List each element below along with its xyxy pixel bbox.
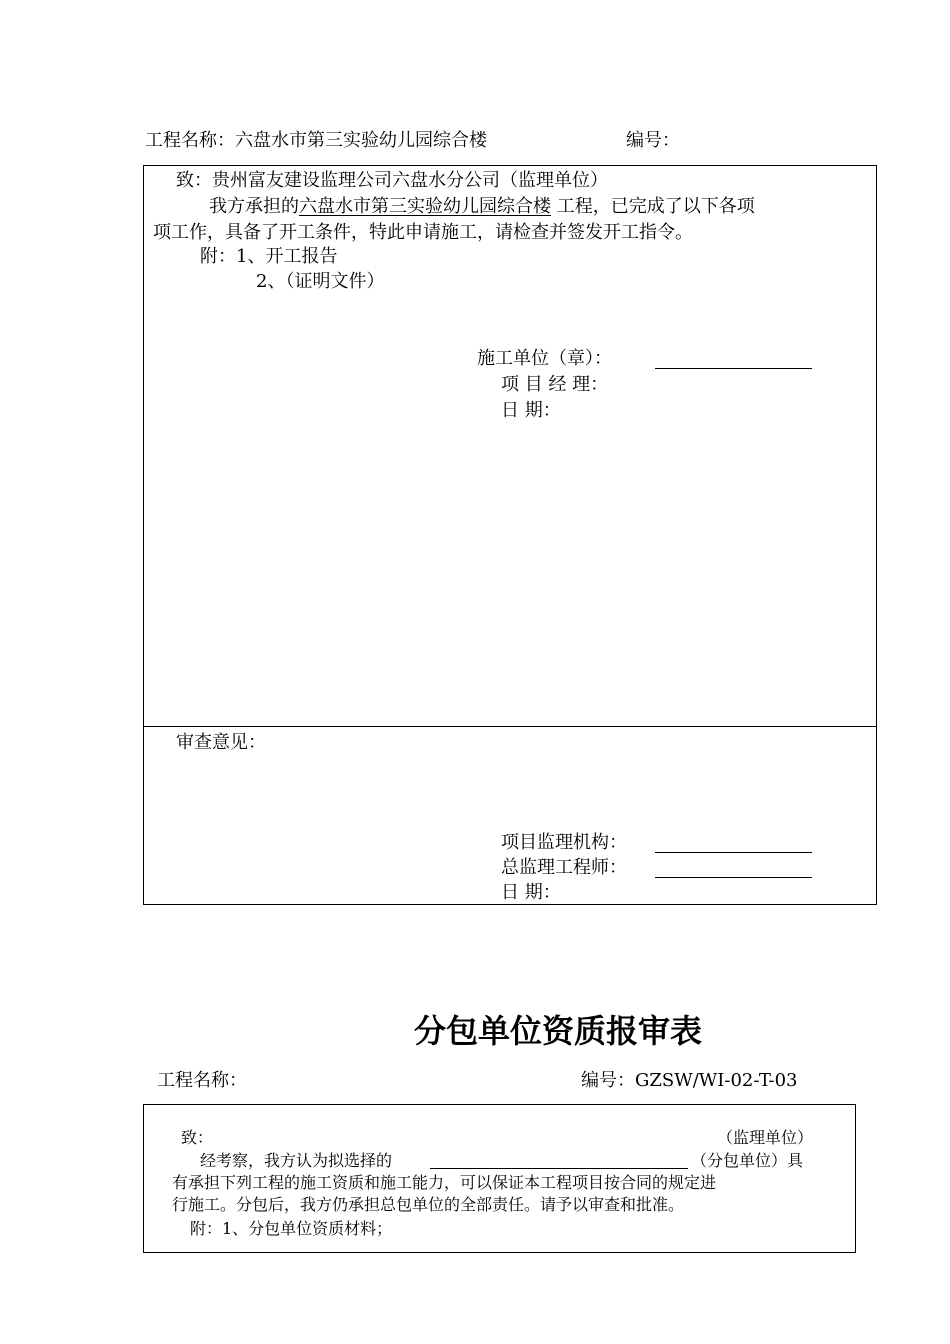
number-label-2: 编号：GZSW/WI-02-T-03 <box>581 1070 798 1091</box>
chief-engineer-line[interactable] <box>655 877 812 878</box>
to-line: 致：贵州富友建设监理公司六盘水分公司（监理单位） <box>176 170 608 191</box>
construction-unit-label: 施工单位（章）： <box>477 348 612 369</box>
body-line-1 <box>209 196 755 218</box>
supervision-org-label: 项目监理机构： <box>501 832 627 853</box>
chief-engineer-label: 总监理工程师： <box>501 857 627 878</box>
supervision-org-line[interactable] <box>655 852 812 853</box>
number-label: 编号： <box>626 130 680 151</box>
construction-unit-line[interactable] <box>655 368 812 369</box>
to-suffix-2: （监理单位） <box>717 1128 814 1147</box>
project-name-label-2: 工程名称： <box>157 1070 247 1091</box>
body-line-2: 项工作，具备了开工条件，特此申请施工，请检查并签发开工指令。 <box>153 222 693 243</box>
to-prefix-2: 致： <box>181 1128 214 1147</box>
attachment-2: 2、（证明文件） <box>256 271 385 292</box>
review-opinion-label: 审查意见： <box>176 732 266 753</box>
body-prefix-2: 经考察，我方认为拟选择的 <box>200 1151 393 1170</box>
date-label-2: 日 期： <box>501 882 561 903</box>
body-project-name: 六盘水市第三实验幼儿园综合楼 <box>299 196 551 217</box>
project-manager-label: 项 目 经 理： <box>501 374 609 395</box>
attachment-1: 附：1、开工报告 <box>200 246 338 267</box>
project-name-label: 工程名称：六盘水市第三实验幼儿园综合楼 <box>145 130 487 151</box>
body-suffix: 工程，已完成了以下各项 <box>551 196 755 217</box>
subcontractor-line[interactable] <box>430 1168 688 1169</box>
body-suffix-2: （分包单位）具 <box>691 1151 804 1170</box>
form-title: 分包单位资质报审表 <box>414 1012 703 1050</box>
attachment-2-1: 附：1、分包单位资质材料； <box>190 1219 393 1238</box>
body-line-2b: 有承担下列工程的施工资质和施工能力，可以保证本工程项目按合同的规定进 <box>172 1173 717 1192</box>
date-label-1: 日 期： <box>501 400 561 421</box>
body-prefix: 我方承担的 <box>209 196 299 217</box>
body-line-3b: 行施工。分包后，我方仍承担总包单位的全部责任。请予以审查和批准。 <box>172 1195 685 1214</box>
